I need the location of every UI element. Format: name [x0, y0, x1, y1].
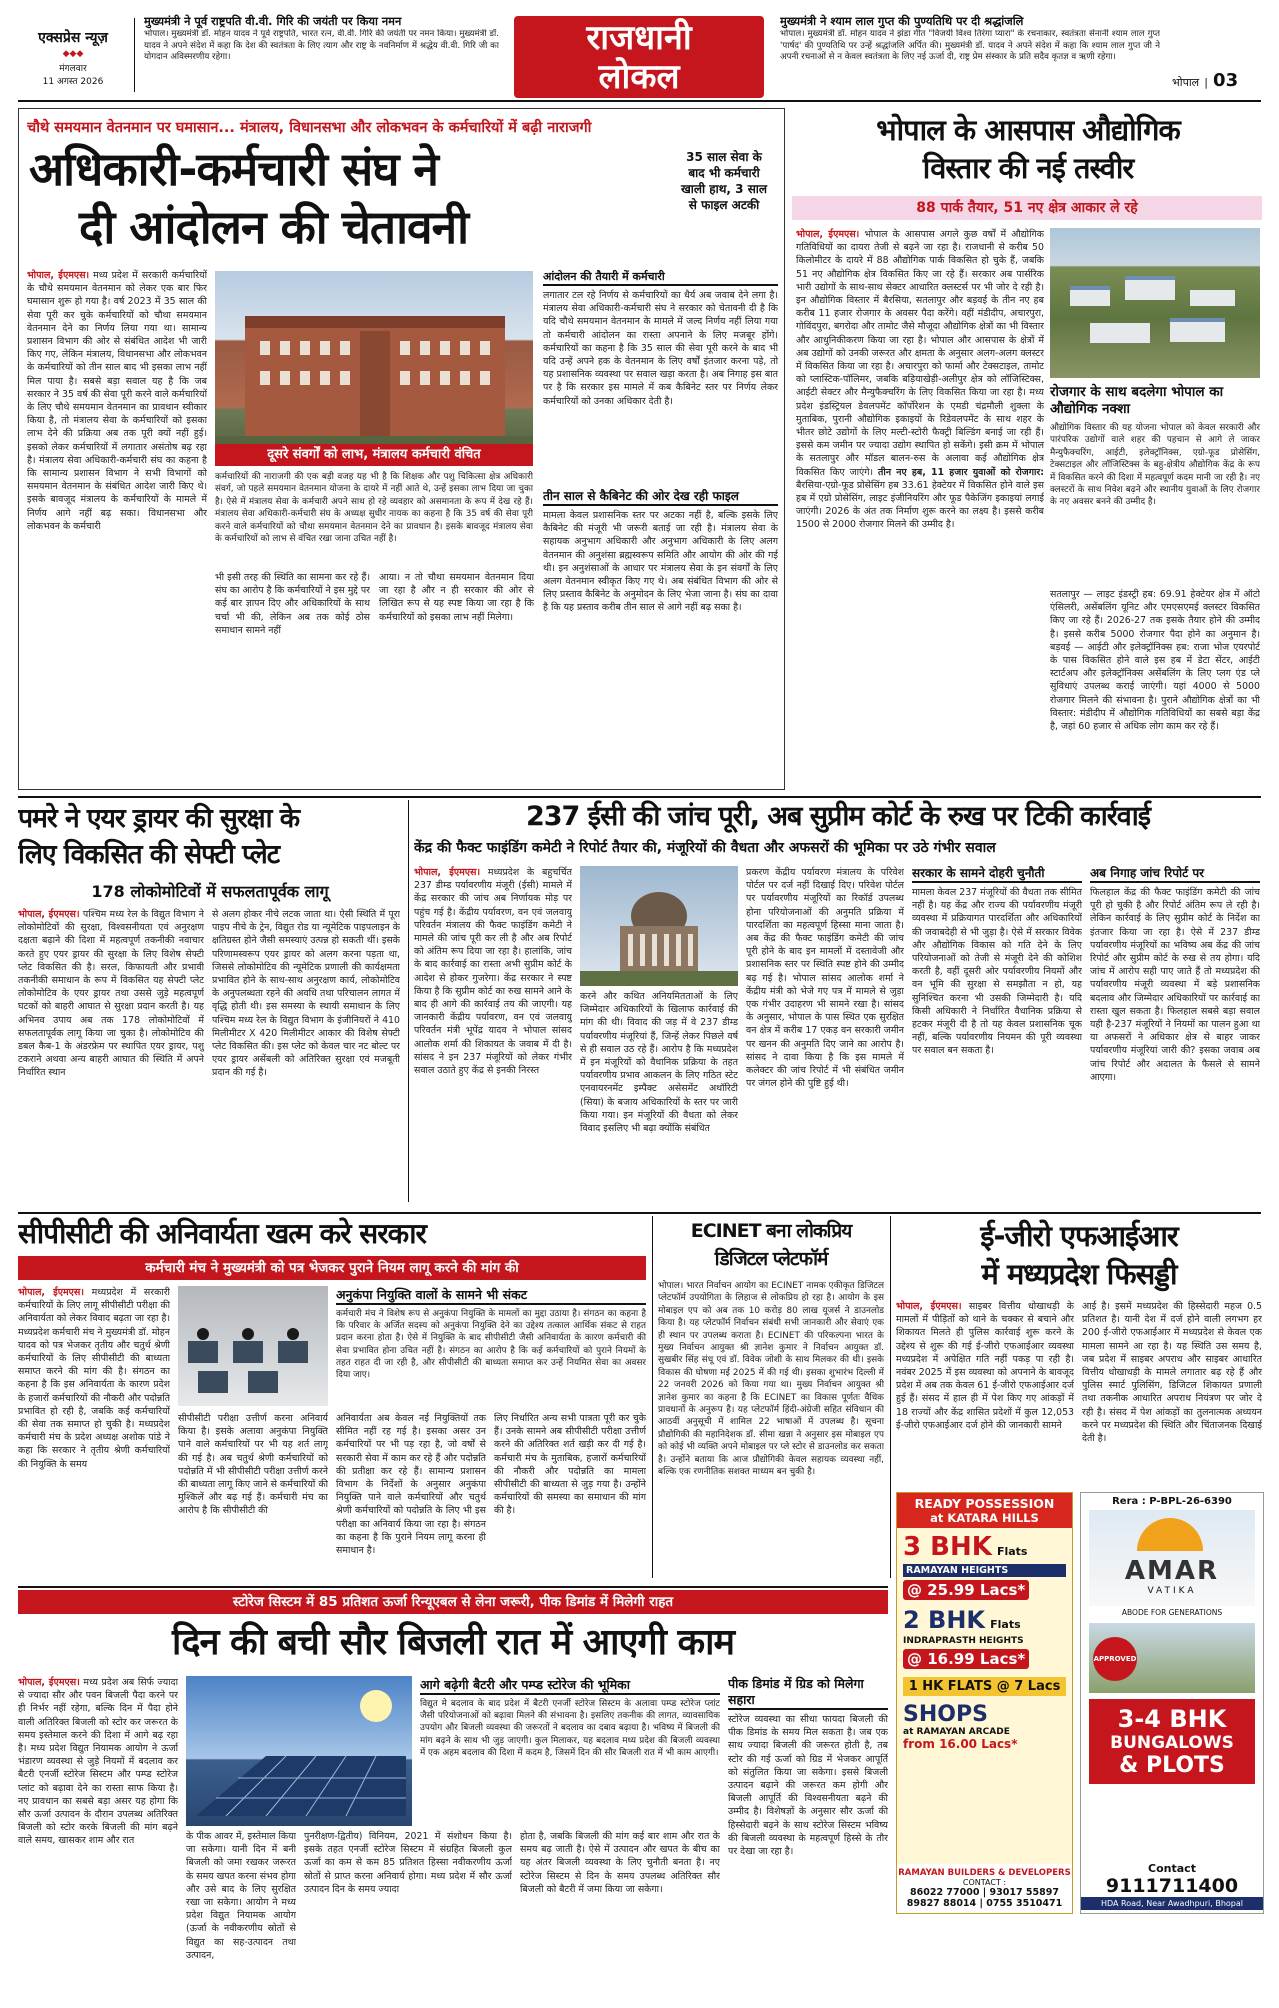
industrial-column-1: भोपाल, ईएमएस। भोपाल के आसपास अगले कुछ वर्षों में औद्योगिक गतिविधियों का दायरा तेजी से बढ़ने जा रहा है। राजधानी से करीब 50 किलोमीटर के दायरे में 88 औद्योगिक पार्क विकसित हो चुके हैं, जबकि 51 नए औद्योगिक क्षेत्र विकसित किए जा रहे हैं। सरकार अब पार्सरिक भारी उद्योगों के साथ-साथ सेक्टर आधारित क्लस्टर्स पर भी जोर दे रही है। इन औद्योगिक विस्तार में बैरसिया, सतलापुर और बड़वई के तीन नए हब करीब 11 हजार रोजगार के अवसर पैदा करेंगे। वहीं मंडीदीप, अचारपुरा, गोविंदपुरा, बगरोदा और तामोट जैसे मौजूदा औद्योगिक क्षेत्रों का भी विस्तार और आधुनिकीकरण किया जा रहा है। भोपाल और आसपास के क्षेत्रों में अब उद्योगों को उनकी जरूरत और क्षमता के अनुसार अलग-अलग क्लस्टर में विकसित किया जा रहा है। अचारपुरा को फार्मा और टेक्सटाइल, तामोट को प्लास्टिक-पॉलिमर, जबकि बड़ियाखेड़ी-अलीपुर क्षेत्र को लॉजिस्टिक्स, आईटी सेक्टर और मैन्युफैक्चरिंग के लिए विकसित किया जा रहा है। मध्य प्रदेश इंडस्ट्रियल डेवलपमेंट कॉर्पोरेशन के एमडी चंद्रमौली शुक्ला के मुताबिक, पुरानी औद्योगिक इकाइयों के रिडेवलपमेंट के साथ शहर के भीतर छोटे उद्योगों के लिए मल्टी-स्टोरी फैक्ट्री बिल्डिंग बनाई जा रही हैं। इससे कम जमीन पर ज्यादा उद्योग स्थापित हो सकेंगे। इसी क्रम में भोपाल के सतलापुर और मॉडल बालन-रुस के अलावा कई औद्योगिक क्षेत्र विकसित किए जाएंगे। तीन नए हब, 11 हजार युवाओं को रोजगार: बैरसिया-एग्रो-फूड प्रोसेसिंग हब 33.61 हेक्टेयर में विकसित होने वाले इस हब में एग्रो प्रोसेसिंग, लाइट इंजीनियरिंग और फूड पैकेजिंग इकाइयां लगाई जाएंगी। 2026 के अंत तक निर्माण शुरू करने का लक्ष्य है। इससे करीब 1500 से 2000 रोजगार मिलने की उम्मीद है।	[796, 229, 1044, 531]
industrial-aerial-photo	[1050, 228, 1260, 378]
caption-body: कर्मचारियों की नाराजगी की एक बड़ी वजह यह भी है कि शिक्षक और पशु चिकित्सा क्षेत्र अधिकारी संवर्ग, जो पहले समयमान वेतनमान योजना के दायरे में नहीं आते थे, उन्हें इसका लाभ दिया जा चुका है। ऐसे में मंत्रालय सेवा के कर्मचारी अपने साथ हो रहे व्यवहार को असमानता के रूप में देख रहे हैं। मंत्रालय सेवा अधिकारी-कर्मचारी संघ के अध्यक्ष सुधीर नायक का कहना है कि 35 वर्ष की सेवा पूरी करने वाले कर्मचारियों को चौथा समयमान वेतनमान देने का प्रावधान है। इसके बावजूद मंत्रालय सेवा के कर्मचारियों को लाभ से वंचित रखा जाना उचित नहीं है।	[215, 472, 533, 545]
sidebar-body-1: लगातार टल रहे निर्णय से कर्मचारियों का धैर्य अब जवाब देने लगा है। मंत्रालय सेवा अधिकारी-कर्मचारी संघ ने सरकार को चेतावनी दी है कि यदि चौथे समयमान वेतनमान के मामले में जल्द निर्णय नहीं लिया गया तो कर्मचारी आंदोलन का रास्ता अपनाने के लिए मजबूर होंगे। कर्मचारियों का कहना है कि 35 साल की सेवा पूरी करने के बाद भी यदि उन्हें अपने हक के वेतनमान के लिए वर्षों इंतजार करना पड़े, तो यह प्रशासनिक व्यवस्था पर सवाल खड़ा करता है। अब निगाह इस बात पर है कि सरकार इस मामले में कब कैबिनेट स्तर पर निर्णय लेकर कर्मचारियों को उनका अधिकार देती है।	[543, 290, 778, 407]
solar-sub1-body: विद्युत मे बदलाव के बाद प्रदेश में बैटरी एनर्जी स्टोरेज सिस्टम के अलावा पम्प्ड स्टोरेज प्लांट जैसी परियोजनाओं को बढ़ावा मिलने की संभावना है। इसलिए तकनीक की लागत, व्यावसायिक उपयोग और बिजली व्यवस्था की जरूरतों ने बदलाव का दबाव बढ़ाया है। भविष्य में बिजली की मांग बढ़ने के साथ भी जुड़ जाएगी। कुल मिलाकर, यह बदलाव मध्य प्रदेश की बिजली व्यवस्था में एक अहम बदलाव की दिशा में कदम है, जिसमें दिन की सौर बिजली रात में भी काम आएगी।	[420, 1699, 720, 1758]
railway-column-1: भोपाल, ईएमएस। पश्चिम मध्य रेल के विद्युत विभाग ने लोकोमोटिवों की सुरक्षा, विश्वसनीयता एवं अनुरक्षण दक्षता बढ़ाने की दिशा में महत्वपूर्ण तकनीकी नवाचार करते हुए एयर ड्रायर की सुरक्षा के लिए विशेष सेफ्टी प्लेट विकसित की है। सरल, किफायती और प्रभावी तकनीकी समाधान के रूप में विकसित यह सेफ्टी प्लेट लोकोमोटिव के एयर ड्रायर तथा उससे जुड़े महत्वपूर्ण घटकों को बाहरी आघात से सुरक्षा प्रदान करती है। यह अभिनव उपाय अब तक 178 लोकोमोटिवों में सफलतापूर्वक लागू किया जा चुका है। लोकोमोटिव की डबल कैब-1 के अंडरफ्रेम पर स्थापित एयर ड्रायर, पशु टकराने अथवा अन्य बाहरी आघात की स्थिति में अपने निर्धारित स्थान	[18, 909, 204, 1079]
railway-headline-line1: पमरे ने एयर ड्रायर की सुरक्षा के	[18, 803, 300, 834]
sidebar-subhead-2: तीन साल से कैबिनेट की ओर देख रही फाइल	[543, 489, 778, 506]
ad-builder: RAMAYAN BUILDERS & DEVELOPERS CONTACT : 86022 77000 | 93017 55897 89827 88014 | 0755 3510471	[897, 1864, 1072, 1913]
solar-headline: दिन की बची सौर बिजली रात में आएगी काम	[172, 1622, 734, 1663]
lead-kicker: चौथे समयमान वेतनमान पर घमासान... मंत्रालय, विधानसभा और लोकभवन के कर्मचारियों में बढ़ी नाराजगी	[27, 120, 592, 136]
solar-story	[18, 1590, 888, 2000]
exam-hall-illustration	[178, 1286, 328, 1406]
building-illustration	[215, 271, 533, 466]
ad-shops: SHOPS at RAMAYAN ARCADE from 16.00 Lacs*	[903, 1702, 1018, 1751]
court-dome-illustration	[580, 866, 738, 986]
lead-column-2: भी इसी तरह की स्थिति का सामना कर रहे हैं। संघ का आरोप है कि कर्मचारियों ने इस मुद्दे पर कई बार ज्ञापन दिए और अधिकारियों के साथ चर्चा भी की, लेकिन अब तक कोई ठोस समाधान सामने नहीं	[215, 572, 370, 636]
brief-title: मुख्यमंत्री ने पूर्व राष्ट्रपति वी.वी. गिरि की जयंती पर किया नमन	[144, 14, 402, 28]
solar-sidebar-1	[420, 1676, 720, 1826]
lead-story	[18, 108, 785, 790]
ec-column-1: भोपाल, ईएमएस। मध्यप्रदेश के बहुचर्चित 237 डीम्ड पर्यावरणीय मंजूरी (ईसी) मामले में केंद्र सरकार की जांच अब निर्णायक मोड़ पर पहुंच गई है। केंद्रीय पर्यावरण, वन एवं जलवायु परिवर्तन मंत्रालय की फैक्ट फाइंडिंग कमेटी ने मामले की जांच पूरी कर ली है और अब रिपोर्ट को अंतिम रूप दिया जा रहा है। हालांकि, जांच के बाद कार्रवाई का रास्ता अभी सुप्रीम कोर्ट के आदेश से होकर गुजरेगा। केंद्र सरकार ने स्पष्ट किया है कि सुप्रीम कोर्ट का रुख सामने आने के बाद ही आगे की कार्रवाई तय की जाएगी। यह जानकारी केंद्रीय पर्यावरण, वन एवं जलवायु परिवर्तन मंत्री भूपेंद्र यादव ने भोपाल सांसद आलोक शर्मा की शिकायत के जवाब में दी है। सांसद ने इन 237 मंजूरियों को लेकर गंभीर सवाल उठाते हुए केंद्र से इनकी निरस्त	[414, 867, 572, 1077]
ec-column-3: प्रकरण केंद्रीय पर्यावरण मंत्रालय के परिवेश पोर्टल पर दर्ज नहीं दिखाई दिए। परिवेश पोर्टल पर पर्यावरणीय मंजूरियों का रिकॉर्ड उपलब्ध होना परियोजनाओं की अनुमति प्रक्रिया में पारदर्शिता का महत्वपूर्ण हिस्सा माना जाता है। अब केंद्र की फैक्ट फाइंडिंग कमेटी की जांच पूरी होने के बाद इन मामलों में दस्तावेजी और प्रशासनिक स्तर पर स्थिति स्पष्ट होने की उम्मीद बढ़ गई है। भोपाल सांसद आलोक शर्मा ने केंद्रीय मंत्री को भेजे गए पत्र में मामले से जुड़ा एक गंभीर उदाहरण भी सामने रखा है। सांसद के अनुसार, भोपाल के पास स्थित एक सुरक्षित वन क्षेत्र में करीब 17 एकड़ वन सरकारी जमीन पर खनन की अनुमति दिए जाने का आरोप है। सांसद ने दावा किया है कि इस मामले में कलेक्टर की जांच रिपोर्ट में भी संबंधित जमीन पर जंगल होने की पुष्टि हुई थी।	[746, 867, 904, 1090]
ad-rera: Rera : P-BPL-26-6390	[1112, 1496, 1232, 1507]
ezero-column-2: आई है। इसमें मध्यप्रदेश की हिस्सेदारी महज 0.5 प्रतिशत है। यानी देश में दर्ज होने वाली लगभग हर 200 ई-जीरो एफआईआर में मध्यप्रदेश से केवल एक मामला सामने आ रहा है। यह स्थिति उस समय है, जब प्रदेश में साइबर अपराध और साइबर आधारित वित्तीय धोखाधड़ी के मामले लगातार बढ़ रहे हैं और पुलिस स्मार्ट पुलिसिंग, डिजिटल शिकायत प्रणाली तथा तकनीक आधारित अपराध नियंत्रण पर जोर दे रही है। संसद में पेश आंकड़ों का तुलनात्मक अध्ययन करने पर मध्यप्रदेश की स्थिति और चिंताजनक दिखाई देती है।	[1082, 1301, 1262, 1445]
cpct-subhead: कर्मचारी मंच ने मुख्यमंत्री को पत्र भेजकर पुराने नियम लागू करने की मांग की	[18, 1256, 646, 1280]
cpct-story	[18, 1216, 646, 1580]
brand-block	[18, 28, 128, 87]
cpct-headline: सीपीसीटी की अनिवार्यता खत्म करे सरकार	[18, 1217, 426, 1250]
cpct-column-1: भोपाल, ईएमएस। मध्यप्रदेश में सरकारी कर्मचारियों के लिए लागू सीपीसीटी परीक्षा की अनिवार्यता को लेकर विवाद बढ़ता जा रहा है। मध्यप्रदेश कर्मचारी मंच ने मुख्यमंत्री डॉ. मोहन यादव को पत्र भेजकर तृतीय और चतुर्थ श्रेणी कर्मचारियों के लिए सीपीसीटी की बाध्यता समाप्त करने की मांग की है। संगठन का कहना है कि इस अनिवार्यता के कारण प्रदेश के हजारों कर्मचारियों की नौकरी और पदोन्नति प्रभावित हो रही है, जबकि कई कर्मचारियों की सेवा तक समाप्त हो चुकी है। मध्यप्रदेश कर्मचारी मंच के प्रदेश अध्यक्ष अशोक पांडे ने कहा कि सरकार ने तृतीय श्रेणी कर्मचारियों की नियुक्ति के समय	[18, 1287, 170, 1470]
folio-city: भोपाल	[1172, 76, 1200, 89]
top-left-brief	[144, 14, 499, 94]
industrial-headline-line1: भोपाल के आसपास औद्योगिक	[876, 113, 1180, 147]
solar-sub2: पीक डिमांड में ग्रिड को मिलेगा सहारा	[728, 1676, 888, 1710]
solar-sub1: आगे बढ़ेगी बैटरी और पम्प्ड स्टोरेज की भूमिका	[420, 1676, 720, 1695]
industrial-subhead: 88 पार्क तैयार, 51 नए क्षेत्र आकार ले रहे	[792, 196, 1262, 220]
brief-title: मुख्यमंत्री ने श्याम लाल गुप्त की पुण्यतिथि पर दी श्रद्धांजलि	[780, 14, 1024, 28]
solar-column-4: होता है, जबकि बिजली की मांग कई बार शाम और रात के समय बढ़ जाती है। ऐसे में उत्पादन और खपत के बीच का यह अंतर बिजली व्यवस्था के लिए चुनौती बनता है। नए स्टोरेज सिस्टम से दिन के समय उपलब्ध अतिरिक्त सौर बिजली को बैटरी में जमा किया जा सकेगा।	[520, 1831, 720, 1895]
ad-contact: Contact 9111711400 HDA Road, Near Awadhpuri, Bhopal	[1081, 1859, 1263, 1913]
ad-top-banner: READY POSSESSION at KATARA HILLS	[897, 1493, 1072, 1528]
section-title-line1: राजधानी	[586, 18, 692, 58]
lead-side-note: 35 साल सेवा के बाद भी कर्मचारी खाली हाथ, 3 साल से फाइल अटकी	[680, 150, 768, 212]
solar-kicker: स्टोरेज सिस्टम में 85 प्रतिशत ऊर्जा रिन्यूएबल से लेना जरूरी, पीक डिमांड में मिलेगी राहत	[18, 1590, 888, 1614]
factory-illustration	[1050, 228, 1260, 378]
industrial-photo-body: औद्योगिक विस्तार की यह योजना भोपाल को केवल सरकारी और पारंपरिक उद्योगों वाले शहर की पहचान से आगे ले जाकर मैन्युफैक्चरिंग, आईटी, इलेक्ट्रॉनिक्स, एग्रो-फूड प्रोसेसिंग, टेक्सटाइल और लॉजिस्टिक्स के बहु-क्षेत्रीय औद्योगिक केंद्र के रूप में विकसित करने की दिशा में महत्वपूर्ण कदम मानी जा रही है। नए क्लस्टरों के साथ निवेश बढ़ने और स्थानीय युवाओं के लिए रोजगार के नए अवसर बनने की उम्मीद है।	[1050, 423, 1260, 508]
solar-panels-photo	[186, 1676, 412, 1826]
lead-sidebar	[543, 269, 778, 784]
lead-column-3: आया। न तो चौथा समयमान वेतनमान दिया जा रहा है और न ही सरकार की ओर से लिखित रूप से यह स्पष्ट किया जा रहा है कि कर्मचारियों को इसका लाभ नहीं मिलेगा।	[379, 572, 534, 623]
railway-story	[18, 800, 402, 1204]
solar-sub2-body: स्टोरेज व्यवस्था का सीधा फायदा बिजली की पीक डिमांड के समय मिल सकता है। जब एक साथ ज्यादा बिजली की जरूरत होती है, तब स्टोर की गई ऊर्जा को ग्रिड में भेजकर आपूर्ति को संतुलित किया जा सकेगा। इससे बिजली उत्पादन बढ़ाने की जरूरत कम होगी और बिजली आपूर्ति की विश्वसनीयता बढ़ने की उम्मीद है। विशेषज्ञों के अनुसार सौर ऊर्जा की हिस्सेदारी बढ़ने के साथ स्टोरेज सिस्टम भविष्य की बिजली व्यवस्था के महत्वपूर्ण हिस्से के तौर पर देखा जा रहा है।	[728, 1714, 888, 1858]
railway-headline-line2: लिए विकसित की सेफ्टी प्लेट	[18, 839, 280, 870]
cpct-box	[336, 1286, 646, 1408]
top-right-brief	[780, 14, 1160, 94]
lead-column-1: भोपाल, ईएमएस। मध्य प्रदेश में सरकारी कर्मचारियों के चौथे समयमान वेतनमान को लेकर एक बार फिर घमासान शुरू हो गया है। वर्ष 2023 में 35 साल की सेवा पूरी कर चुके कर्मचारियों को चौथा समयमान वेतनमान देने का निर्णय लिया गया था। सामान्य प्रशासन विभाग की ओर से संबंधित आदेश भी जारी किए गए, लेकिन मंत्रालय, विधानसभा और लोकभवन के कर्मचारियों को तीन साल बाद भी इसका लाभ नहीं मिल पाया है। सबसे बड़ा सवाल यह है कि जब सरकार ने 35 वर्ष की सेवा पूरी करने वाले कर्मचारियों के लिए चौथे समयमान वेतनमान का प्रावधान स्वीकार किया है, तो मंत्रालय सेवा के कर्मचारियों को इसका लाभ देने की प्रक्रिया अब तक पूरी क्यों नहीं हुई। इसको लेकर कर्मचारियों में लगातार असंतोष बढ़ रहा है। मंत्रालय सेवा अधिकारी-कर्मचारी संघ का कहना है कि सामान्य प्रशासन विभाग ने सभी विभागों को समयमान वेतनमान के संबंधित आदेश जारी किए थे। इसके बावजूद मंत्रालय के कर्मचारियों के मामले में निर्णय आगे नहीं बढ़ सका। विधानसभा और लोकभवन के कर्मचारी	[27, 270, 207, 532]
ec-box-challenge-body: मामला केवल 237 मंजूरियों की वैधता तक सीमित नहीं है। यह केंद्र और राज्य की पर्यावरणीय मंजूरी व्यवस्था में प्रक्रियागत पारदर्शिता और अधिकारियों की जवाबदेही से भी जुड़ा है। ऐसे में सरकार विवेक और औद्योगिक विकास को गति देने के लिए परियोजनाओं को तेजी से मंजूरी देने की कोशिश करती है, वहीं दूसरी ओर पर्यावरणीय नियमों और वन भूमि की सुरक्षा से समझौता न हो, यह सुनिश्चित करना भी उसकी जिम्मेदारी है। यदि किसी अधिकारी ने निर्धारित वैधानिक प्रक्रिया से हटकर मंजूरी दी है तो यह केवल प्रशासनिक चूक नहीं, बल्कि पर्यावरणीय नियमन की पूरी व्यवस्था पर सवाल बन सकता है।	[912, 887, 1082, 1057]
cpct-column-2: सीपीसीटी परीक्षा उत्तीर्ण करना अनिवार्य किया है। इसके अलावा अनुकंपा नियुक्ति पाने वाले कर्मचारियों पर भी यह शर्त लागू की गई है। अब चतुर्थ श्रेणी कर्मचारियों को पदोन्नति में भी सीपीसीटी परीक्षा उत्तीर्ण करने की बाध्यता लागू किए जाने से कर्मचारियों की मुश्किलें और बढ़ गई हैं। कर्मचारी मंच का आरोप है कि सीपीसीटी की	[178, 1413, 328, 1517]
cpct-box-title: अनुकंपा नियुक्ति वालों के सामने भी संकट	[336, 1286, 646, 1305]
lead-headline-line1: अधिकारी-कर्मचारी संघ ने	[29, 142, 438, 196]
solar-column-2: के पीक आवर में, इस्तेमाल किया जा सकेगा। यानी दिन में बनी बिजली को जमा रखकर जरूरत के समय खपत करना संभव होगा और उसे बाद के लिए सुरक्षित रखा जा सकेगा। आयोग ने मध्य प्रदेश विद्युत नियामक आयोग (ऊर्जा के नवीकरणीय स्रोतों से विद्युत का सह-उत्पादन तथा उत्पादन,	[186, 1831, 296, 1961]
ad-tagline: ABODE FOR GENERATIONS	[1121, 1608, 1223, 1617]
ezero-column-1: भोपाल, ईएमएस। साइबर वित्तीय धोखाधड़ी के मामलों में पीड़ितों को थाने के चक्कर से बचाने और शिकायत मिलते ही पुलिस कार्रवाई शुरू करने के उद्देश्य से शुरू की गई ई-जीरो एफआईआर व्यवस्था मध्यप्रदेश में अपेक्षित गति नहीं पकड़ पा रही है। नवंबर 2025 में इस व्यवस्था को अपनाने के बावजूद प्रदेश में अब तक केवल 61 ई-जीरो एफआईआर दर्ज हुई हैं। संसद में हाल ही में पेश किए गए आंकड़ों में 18 राज्यों और केंद्र शासित प्रदेशों में कुल 12,053 ई-जीरो एफआईआर दर्ज होने की जानकारी सामने	[896, 1301, 1074, 1431]
ad-3bhk: 3 BHK Flats RAMAYAN HEIGHTS @ 25.99 Lacs*	[897, 1528, 1072, 1600]
section-title-line2: लोकल	[598, 57, 680, 97]
ad-bhk-block: 3-4 BHK BUNGALOWS & PLOTS	[1089, 1699, 1255, 1784]
railway-column-2: से अलग होकर नीचे लटक जाता था। ऐसी स्थिति में पूरा पाइप नीचे के ट्रेन, विद्युत रोड या न्यूमेटिक पाइपलाइन के क्षतिग्रस्त होने जैसी समस्याएं उत्पन्न हो सकती थीं। इसके परिणामस्वरूप एयर ड्रायर को अलग करना पड़ता था, जिससे लोकोमोटिव की न्यूमेटिक प्रणाली की कार्यक्षमता प्रभावित होने के साथ-साथ अनुरक्षण कार्य, लोकोमोटिव के अनुपलब्धता रहने की अवधि तथा परिचालन लागत में वृद्धि होती थी। इस समस्या के स्थायी समाधान के लिए पश्चिम मध्य रेल के विद्युत विभाग के इंजीनियरों ने 410 मिलीमीटर X 420 मिलीमीटर आकार की विशेष सेफ्टी प्लेट विकसित की। इस प्लेट को केवल चार नट बोल्ट पर एयर ड्रायर असेंबली को अतिरिक्त सुरक्षा एवं मजबूती प्रदान की गई है।	[212, 909, 400, 1079]
brand-ornament-icon: ◆◆◆	[62, 49, 84, 59]
ec-box-report-title: अब निगाह जांच रिपोर्ट पर	[1090, 866, 1260, 883]
industrial-photo-caption: रोजगार के साथ बदलेगा भोपाल का औद्योगिक नक्शा	[1050, 384, 1224, 417]
approved-stamp-icon: APPROVED	[1093, 1637, 1137, 1681]
ec-box-report	[1090, 866, 1260, 1204]
ezero-headline-line2: में मध्यप्रदेश फिसड्डी	[981, 1257, 1177, 1291]
industrial-column-2: सतलापुर — लाइट इंडस्ट्री हब: 69.91 हेक्टेयर क्षेत्र में ऑटो एंसिलरी, असेंबलिंग यूनिट और एमएसएमई क्लस्टर विकसित किए जा रहे हैं। 2026-27 तक इसके तैयार होने की उम्मीद है। इससे करीब 5000 रोजगार पैदा होने का अनुमान है। बड़वई — आईटी और इलेक्ट्रॉनिक्स हब: राजा भोज एयरपोर्ट के पास विकसित होने वाले इस हब में डेटा सेंटर, आईटी स्टार्टअप और इलेक्ट्रॉनिक्स असेंबलिंग के लिए प्लग एंड प्ले सुविधाएं उपलब्ध कराई जाएंगी। यहां 4000 से 5000 रोजगार मिलने की संभावना है। पुराने औद्योगिक क्षेत्रों का भी विस्तार: मंडीदीप में औद्योगिक गतिविधियों का सबसे बड़ा केंद्र है, जहां 60 हजार से अधिक लोग काम कर रहे हैं।	[1050, 589, 1260, 733]
industrial-headline-line2: विस्तार की नई तस्वीर	[922, 151, 1134, 185]
ad-brand-logo: AMAR VATIKA	[1089, 1510, 1255, 1606]
page-folio: भोपाल | 03	[1172, 70, 1239, 91]
ec-box-challenge-title: सरकार के सामने दोहरी चुनौती	[912, 866, 1082, 883]
brief-body: भोपाल। मुख्यमंत्री डॉ. मोहन यादव ने झंडा गीत "विजयी विश्व तिरंगा प्यारा" के रचनाकार, स्वतंत्रता सेनानी श्याम लाल गुप्त 'पार्षद' की पुण्यतिथि पर उन्हें श्रद्धांजलि अर्पित की। मुख्यमंत्री डॉ. यादव ने अपने संदेश में कहा कि श्याम लाल गुप्त जी ने अपनी रचनाओं से न केवल स्वतंत्रता के लिए नई ऊर्जा दी, राष्ट्र प्रेम संस्कार के प्रति सदैव कृतज्ञ व ऋणी रहेगा।	[780, 29, 1160, 63]
ad-2bhk: 2 BHK Flats INDRAPRASTH HEIGHTS @ 16.99 Lacs*	[897, 1600, 1072, 1669]
cpct-box-body: कर्मचारी मंच ने विशेष रूप से अनुकंपा नियुक्ति के मामलों का मुद्दा उठाया है। संगठन का कहना है कि परिवार के अर्जित सदस्य को अनुकंपा नियुक्ति देने का उद्देश्य तत्काल आर्थिक संकट से राहत प्रदान करना होता है। ऐसे में नियुक्ति के बाद सीपीसीटी जैसी अनिवार्यता के कारण कर्मचारी की सेवा प्रभावित होना उचित नहीं है। संगठन का आरोप है कि कई कर्मचारियों को पुराने नियमों के तहत राहत दी जा रही है, और सीपीसीटी की बाध्यता समाप्त कर उन्हें नियमित सेवा का अवसर दिया जाए।	[336, 1309, 646, 1381]
ecinet-body: भोपाल। भारत निर्वाचन आयोग का ECINET नामक एकीकृत डिजिटल प्लेटफॉर्म उपयोगिता के लिहाज से लोकप्रिय हो रहा है। आयोग के इस मोबाइल एप को अब तक 10 करोड़ 80 लाख यूजर्स ने डाउनलोड किया है। यह प्लेटफॉर्म निर्वाचन संबंधी सभी जानकारी और सेवाएं एक ही स्थान पर उपलब्ध कराता है। ECINET की परिकल्पना भारत के मुख्य निर्वाचन आयुक्त श्री ज्ञानेश कुमार ने निर्वाचन आयुक्त डॉ. सुखबीर सिंह संधू एवं डॉ. विवेक जोशी के साथ मिलकर की थी। इसके विकास की घोषणा मई 2025 में की गई थी। इसका शुभारंभ दिल्ली में 22 जनवरी 2026 को किया गया था। मुख्य निर्वाचन आयुक्त श्री ज्ञानेश कुमार का कहना है कि ECINET का विकास पूर्णतः वैधिक प्रावधानों के अनुरूप है। यह प्लेटफॉर्म हिंदी-अंग्रेजी सहित संविधान की आठवीं अनुसूची में शामिल 22 भाषाओं में उपलब्ध है। सूचना प्रौद्योगिकी की महानिदेशक डॉ. सीमा खन्ना ने अनुसार इस मोबाइल एप को कोई भी व्यक्ति अपने मोबाइल पर प्ले स्टोर से डाउनलोड कर सकता है। उन्होंने बताया कि आज प्रौद्योगिकी केवल सहायक व्यवस्था नहीं, बल्कि एक रणनीतिक सशक्त माध्यम बन चुकी है।	[658, 1281, 884, 1478]
ec-column-2: करने और कथित अनियमितताओं के लिए जिम्मेदार अधिकारियों के खिलाफ कार्रवाई की मांग की थी। विवाद की जड़ में वे 237 डीम्ड पर्यावरणीय मंजूरियां हैं, जिन्हें लेकर पिछले वर्ष से ही सवाल उठ रहे हैं। आरोप है कि मध्यप्रदेश में इन मंजूरियों को वैधानिक प्रक्रिया के तहत पर्यावरणीय प्रभाव आकलन के लिए गठित स्टेट एनवायरनमेंट इम्पैक्ट असेसमेंट अथॉरिटी (सिया) के बजाय अधिकारियों के स्तर पर जारी किया गया। इन मंजूरियों की वैधता को लेकर विवाद इसलिए भी बढ़ा क्योंकि संबंधित	[580, 991, 738, 1135]
secretariat-building-photo	[215, 271, 533, 466]
solar-column-3: पुनरीक्षण-द्वितीय) विनियम, 2021 में संशोधन किया है। इसके तहत एनर्जी स्टोरेज सिस्टम में संग्रहित बिजली कुल ऊर्जा का कम से कम 85 प्रतिशत हिस्सा नवीकरणीय ऊर्जा स्रोतों से प्राप्त करना अनिवार्य होगा। मध्य प्रदेश में सौर ऊर्जा उत्पादन दिन के समय ज्यादा	[304, 1831, 512, 1895]
sidebar-body-2: मामला केवल प्रशासनिक स्तर पर अटका नहीं है, बल्कि इसके लिए कैबिनेट की मंजूरी भी जरूरी बताई जा रही है। मंत्रालय सेवा के सहायक अनुभाग अधिकारी और अनुभाग अधिकारी के लिए अलग वेतनमान की अनुशंसा ब्रह्मस्वरूप समिति और आयोग की ओर की गई थी। इन अनुशंसाओं के आधार पर मंत्रालय सेवा के इन संवर्गों के लिए अलग वेतनमान स्वीकृत किए गए थे। अब संबंधित विभाग की ओर से लिए प्रस्ताव कैबिनेट के अनुमोदन के लिए भेजा जाना है। संघ का दावा है कि यह प्रस्ताव करीब तीन साल से आगे नहीं बढ़ सका है।	[543, 510, 778, 614]
railway-subhead: 178 लोकोमोटिवों में सफलतापूर्वक लागू	[91, 882, 329, 901]
ec-box-challenge	[912, 866, 1082, 1204]
ecinet-story	[658, 1216, 884, 1580]
sun-logo-icon	[1137, 1518, 1203, 1551]
dateline: भोपाल, ईएमएस।	[27, 270, 90, 281]
photo-caption: दूसरे संवर्गों को लाभ, मंत्रालय कर्मचारी वंचित	[215, 444, 533, 466]
ec-box-report-body: फिलहाल केंद्र की फैक्ट फाइंडिंग कमेटी की जांच पूरी हो चुकी है और रिपोर्ट अंतिम रूप ले रही है। लेकिन कार्रवाई के लिए सुप्रीम कोर्ट के निर्देश का इंतजार किया जा रहा है। ऐसे में 237 डीम्ड पर्यावरणीय मंजूरियों का भविष्य अब केंद्र की जांच रिपोर्ट और सुप्रीम कोर्ट के रुख से तय होगा। यदि जांच में आरोप सही पाए जाते हैं तो मध्यप्रदेश की पर्यावरणीय मंजूरी व्यवस्था में बड़े प्रशासनिक बदलाव और जिम्मेदार अधिकारियों पर कार्रवाई का रास्ता खुल सकता है। फिलहाल सबसे बड़ा सवाल यही है-237 मंजूरियों ने नियमों का पालन हुआ था या अफसरों ने अधिकार क्षेत्र से बाहर जाकर पर्यावरणीय मंजूरियां जारी की? इसका जवाब अब जांच रिपोर्ट और अदालत के फैसले से सामने आएगा।	[1090, 887, 1260, 1083]
cpct-column-4: लिए निर्धारित अन्य सभी पात्रता पूरी कर चुके हैं। उनके सामने अब सीपीसीटी परीक्षा उत्तीर्ण करने की अतिरिक्त शर्त खड़ी कर दी गई है। कर्मचारी मंच के मुताबिक, हजारों कर्मचारियों की नौकरी और पदोन्नति का मामला सीपीसीटी की बाध्यता से जुड़ गया है। उन्होंने कर्मचारियों की समस्या का समाधान की मांग की है।	[494, 1413, 646, 1517]
brand-name: एक्सप्रेस न्यूज़	[38, 30, 108, 46]
ec-story	[414, 800, 1262, 1204]
section-title-block	[514, 16, 764, 98]
brief-body: भोपाल। मुख्यमंत्री डॉ. मोहन यादव ने पूर्व राष्ट्रपति, भारत रत्न, वी.वी. गिरि की जयंती पर नमन किया। मुख्यमंत्री डॉ. यादव ने अपने संदेश में कहा कि देश की स्वतंत्रता के लिए त्याग और राष्ट्र के नवनिर्माण में श्रद्धेय वी.वी. गिरि जी का योगदान अविस्मरणीय रहेगा।	[144, 29, 499, 63]
ad-house-photo	[1089, 1623, 1255, 1693]
ad-amar-vatika[interactable]	[1080, 1492, 1264, 1914]
cpct-column-3: अनिवार्यता अब केवल नई नियुक्तियों तक सीमित नहीं रह गई है। इसका असर उन कर्मचारियों पर भी पड़ रहा है, जो वर्षों से सरकारी सेवा में काम कर रहे हैं और पदोन्नति की प्रतीक्षा कर रहे हैं। सामान्य प्रशासन विभाग के निर्देशों के अनुसार अनुकंपा नियुक्ति पाने वाले कर्मचारियों और चतुर्थ श्रेणी कर्मचारियों को पदोन्नति के लिए भी इस परीक्षा का अनिवार्य किया जा रहा है। संगठन का कहना है कि पुराने नियम लागू करना ही समाधान है।	[336, 1413, 486, 1557]
ec-headline: 237 ईसी की जांच पूरी, अब सुप्रीम कोर्ट के रुख पर टिकी कार्रवाई	[525, 801, 1151, 832]
solar-column-1: भोपाल, ईएमएस। मध्य प्रदेश अब सिर्फ ज्यादा से ज्यादा सौर और पवन बिजली पैदा करने पर ही निर्भर नहीं रहेगा, बल्कि दिन में पैदा होने वाली अतिरिक्त बिजली को स्टोर कर जरूरत के समय इस्तेमाल करने की दिशा में आगे बढ़ रहा है। मध्य प्रदेश विद्युत नियामक आयोग ने ऊर्जा भंडारण व्यवस्था से जुड़े नियमों में बदलाव कर बैटरी एनर्जी स्टोरेज सिस्टम और पम्प्ड स्टोरेज प्लांट को बढ़ावा देने का रास्ता साफ किया है। नए प्रावधान का सबसे बड़ा असर यह होगा कि सौर ऊर्जा उत्पादन के दौरान उपलब्ध अतिरिक्त बिजली को स्टोर करके बिजली की मांग बढ़ने वाले समय, खासकर शाम और रात	[18, 1677, 178, 1847]
ecinet-headline-line2: डिजिटल प्लेटफॉर्म	[714, 1248, 828, 1270]
issue-date: 11 अगस्त 2026	[42, 77, 104, 87]
ad-katara-hills[interactable]	[896, 1492, 1073, 1914]
exam-hall-photo	[178, 1286, 328, 1406]
solar-panel-illustration	[186, 1676, 412, 1826]
folio-page-number: 03	[1213, 70, 1239, 91]
ec-subhead: केंद्र की फैक्ट फाइंडिंग कमेटी ने रिपोर्ट तैयार की, मंजूरियों की वैधता और अफसरों की भूमिका पर उठे गंभीर सवाल	[414, 840, 996, 856]
masthead	[0, 0, 1279, 100]
sidebar-subhead-1: आंदोलन की तैयारी में कर्मचारी	[543, 269, 778, 286]
solar-sidebar-2	[728, 1676, 888, 1994]
weekday: मंगलवार	[59, 64, 87, 74]
ezero-headline-line1: ई-जीरो एफआईआर	[980, 1219, 1178, 1253]
supreme-court-photo	[580, 866, 738, 986]
lead-headline-line2: दी आंदोलन की चेतावनी	[79, 200, 469, 254]
ecinet-headline-line1: ECINET बना लोकप्रिय	[690, 1220, 852, 1242]
ad-1hk: 1 HK FLATS @ 7 Lacs	[903, 1677, 1066, 1696]
industrial-story	[792, 108, 1262, 788]
